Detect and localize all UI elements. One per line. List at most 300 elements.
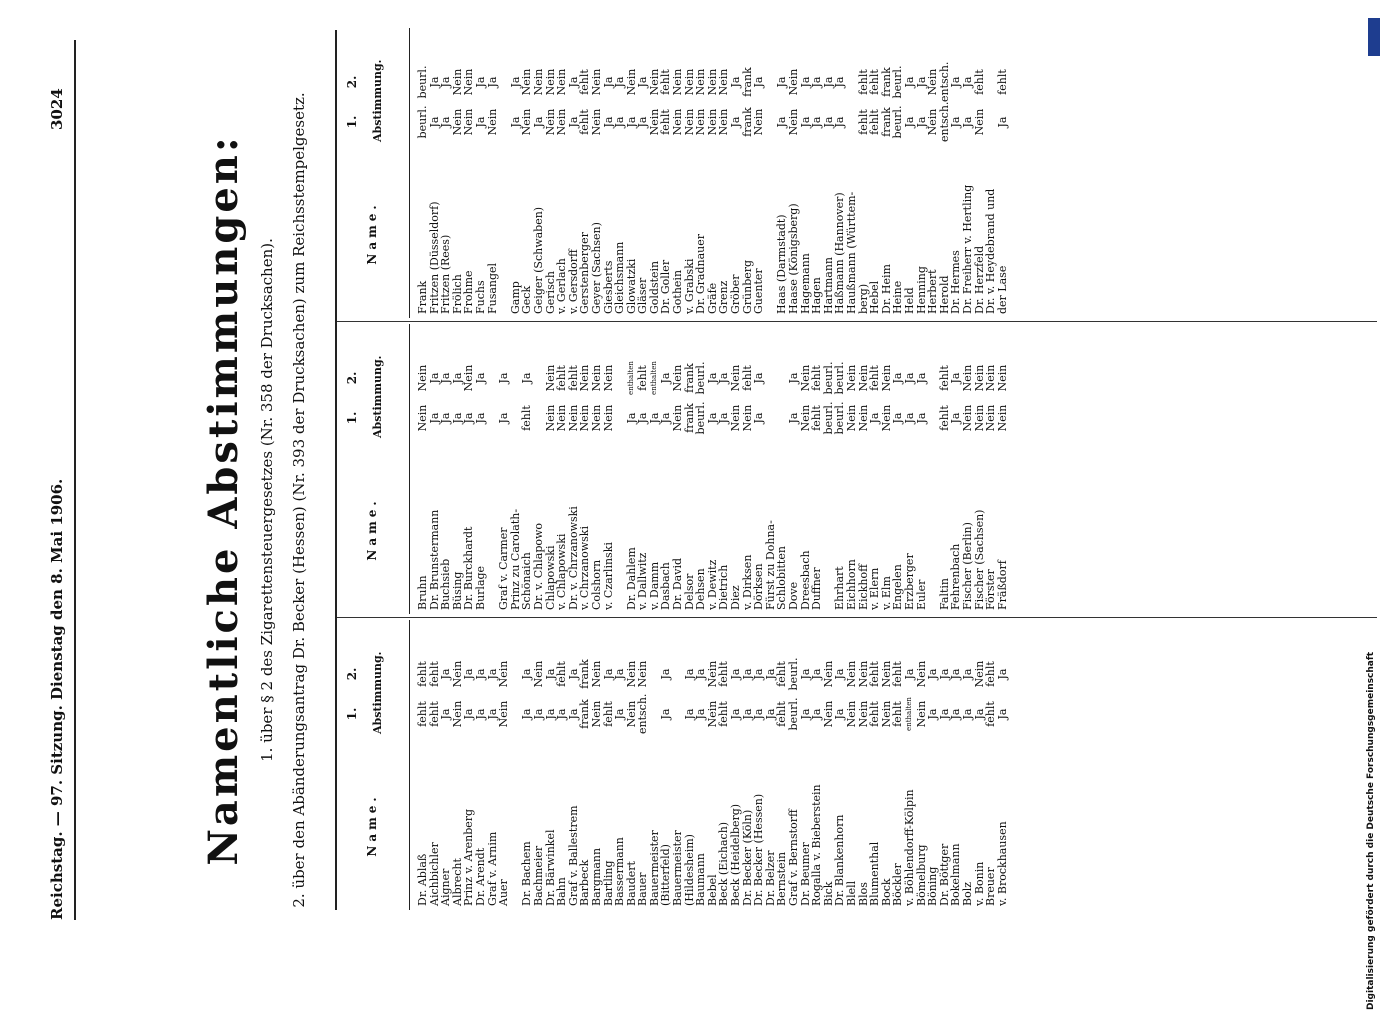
vote-2-value: Ja — [960, 668, 974, 680]
vote-1-value: fehlt — [578, 109, 592, 135]
member-name: Frank — [416, 280, 429, 314]
vote-2-value: Ja — [497, 372, 511, 384]
member-name: Chlapowski — [543, 545, 557, 610]
table-row — [788, 620, 800, 910]
vote-2-value: Nein — [856, 364, 870, 392]
vote-1-value: Ja — [798, 708, 812, 720]
vote-2-value: beurl. — [787, 657, 800, 691]
vote-1-value: Ja — [462, 412, 476, 424]
table-row — [962, 28, 974, 318]
member-name: Bahn — [555, 877, 569, 906]
member-name: Faltin — [937, 578, 951, 610]
member-name: Gerstenberger — [578, 232, 592, 314]
vote-1-value: Ja — [531, 708, 545, 720]
member-name: Buchsieb — [439, 558, 453, 610]
table-row — [846, 28, 858, 318]
vote-1-value: Nein — [821, 700, 835, 728]
vote-2-value: Nein — [914, 660, 928, 688]
member-name: Graf v. Bernstorff — [787, 809, 800, 906]
vote-2-value: Nein — [972, 364, 986, 392]
vote-1-value: Ja — [740, 708, 754, 720]
table-row — [603, 324, 615, 614]
table-row — [985, 28, 997, 318]
table-row — [556, 620, 568, 910]
vote-2-value: Ja — [729, 668, 743, 680]
vote-2-value: Ja — [566, 76, 580, 88]
member-name: Delsor — [682, 573, 696, 610]
vote-1-value: Ja — [960, 708, 974, 720]
vote-2-value: Nein — [821, 660, 835, 688]
vote-1-value: Ja — [613, 116, 627, 128]
vote-2-value: Ja — [485, 668, 499, 680]
member-name: v. Chrzanowski — [578, 526, 592, 610]
member-name: Gröber — [729, 274, 743, 314]
vote-2-value: Nein — [416, 364, 429, 392]
vote-1-value: Nein — [589, 700, 603, 728]
member-name: Blell — [844, 880, 858, 906]
column-header-abstimmung: Abstimmung. — [371, 355, 384, 438]
vote-1-value: Ja — [705, 412, 719, 424]
table-row — [869, 28, 881, 318]
vote-1-value: Ja — [810, 708, 824, 720]
vote-1-value: Nein — [705, 108, 719, 136]
vote-1-value: Ja — [775, 116, 789, 128]
vote-2-value: Nein — [694, 68, 708, 96]
vote-1-value: Ja — [949, 412, 963, 424]
vote-2-value: Nein — [844, 660, 858, 688]
vote-2-value: Nein — [601, 364, 615, 392]
member-name: Held — [902, 287, 916, 314]
vote-1-value: Ja — [636, 412, 650, 424]
member-name: Böning — [926, 866, 940, 906]
member-name: Gleichsmann — [613, 241, 627, 314]
member-name: Euler — [914, 579, 928, 610]
vote-1-value: Ja — [949, 116, 963, 128]
vote-1-value: Nein — [647, 108, 661, 136]
vote-2-value: Nein — [531, 68, 545, 96]
vote-2-value: Nein — [717, 68, 731, 96]
vote-1-value: fehlt — [891, 701, 905, 727]
member-name: Eichhorn — [844, 559, 858, 610]
member-name: Bartling — [601, 860, 615, 906]
vote-2-value: Nein — [578, 364, 592, 392]
table-row — [846, 620, 858, 910]
vote-2-value: frank — [682, 363, 696, 393]
vote-1-value: Nein — [485, 108, 499, 136]
member-name: Prinz v. Arenberg — [462, 808, 476, 906]
table-row — [730, 28, 742, 318]
member-name: Bebel — [705, 874, 719, 906]
member-name: Dietrich — [717, 564, 731, 610]
vote-1-value: Ja — [439, 708, 453, 720]
vote-1-value: Ja — [949, 708, 963, 720]
vote-1-value: Ja — [868, 412, 882, 424]
vote-1-value: Nein — [578, 404, 592, 432]
vote-1-value: Ja — [914, 116, 928, 128]
table-row — [498, 324, 510, 614]
vote-1-value: Ja — [995, 708, 1009, 720]
column-header-vote-2: 2. — [345, 371, 359, 385]
member-name: Dr. Becker (Köln) — [740, 809, 754, 906]
member-name: Fusangel — [485, 262, 499, 314]
vote-1-value: Nein — [497, 700, 511, 728]
member-name: Graf v. Ballestrem — [566, 805, 580, 906]
member-name: Glowatzki — [624, 258, 638, 314]
member-name: Dr. Becker (Hessen) — [752, 793, 766, 906]
vote-1-value: fehlt — [775, 701, 789, 727]
vote-2-value: fehlt — [659, 69, 673, 95]
member-name: Bolz — [960, 881, 974, 906]
vote-1-value: beurl. — [694, 401, 708, 435]
vote-1-value: Nein — [879, 700, 893, 728]
member-name: Dove — [787, 581, 800, 610]
vote-1-value: Nein — [740, 404, 754, 432]
member-name: Bernstein — [775, 851, 789, 906]
vote-2-value: fehlt — [416, 661, 429, 687]
member-name: Engelen — [891, 564, 905, 610]
member-name: Büsing — [450, 571, 464, 610]
vote-1-value: frank — [879, 107, 893, 137]
vote-2-value: Nein — [879, 364, 893, 392]
vote-1-value: Nein — [671, 108, 685, 136]
vote-1-value: Ja — [729, 116, 743, 128]
column-header-vote-1: 1. — [345, 707, 359, 721]
member-name: berg) — [856, 283, 870, 314]
member-name: Hebel — [868, 280, 882, 314]
member-name: Gothein — [671, 269, 685, 314]
vote-1-value: Nein — [879, 404, 893, 432]
vote-2-value: Nein — [682, 68, 696, 96]
table-row — [950, 620, 962, 910]
member-name: v. Brockhausen — [995, 821, 1009, 906]
vote-2-value: Nein — [543, 68, 557, 96]
vote-2-value: Nein — [462, 68, 476, 96]
vote-1-value: Nein — [926, 108, 940, 136]
table-row — [846, 324, 858, 614]
column-header-abstimmung: Abstimmung. — [371, 59, 384, 142]
vote-1-value: Ja — [937, 708, 951, 720]
member-name: Gamp — [508, 281, 522, 314]
vote-1-value: Ja — [659, 708, 673, 720]
member-name: Schönaich — [520, 552, 534, 610]
member-name: Barbeck — [578, 859, 592, 906]
member-name: Fischer (Sachsen) — [972, 509, 986, 610]
vote-2-value: Nein — [729, 364, 743, 392]
column-header — [337, 324, 410, 614]
member-name: Bock — [879, 878, 893, 906]
column-header-name: Name. — [365, 201, 379, 265]
table-row — [997, 620, 1009, 910]
vote-1-value: Nein — [450, 700, 464, 728]
member-name: Hagen — [810, 277, 824, 314]
member-name: Geck — [520, 285, 534, 314]
vote-2-value: fehlt — [717, 661, 731, 687]
vote-1-value: fehlt — [856, 109, 870, 135]
vote-1-value: Ja — [891, 412, 905, 424]
vote-2-value: Ja — [821, 76, 835, 88]
vote-2-value: Ja — [960, 76, 974, 88]
vote-2-value: Ja — [439, 372, 453, 384]
vote-2-value: Ja — [902, 668, 916, 680]
column-header — [337, 28, 410, 318]
member-name: (Bitterfeld) — [659, 844, 673, 906]
vote-1-value: Ja — [810, 116, 824, 128]
member-name: Dr. Blankenhorn — [833, 814, 847, 906]
vote-1-value: Ja — [821, 116, 835, 128]
member-name: v. Böhlendorff-Kölpin — [902, 789, 916, 906]
vote-2-value: Nein — [671, 68, 685, 96]
table-row — [776, 324, 788, 614]
vote-2-value: Nein — [589, 68, 603, 96]
vote-2-value: fehlt — [868, 365, 882, 391]
table-row — [730, 324, 742, 614]
table-row — [417, 620, 429, 910]
member-name: Graf v. Carmer — [497, 527, 511, 610]
member-name: Bömelburg — [914, 844, 928, 906]
table-row — [869, 620, 881, 910]
vote-1-value: Ja — [473, 412, 487, 424]
member-name: Haas (Darmstadt) — [775, 214, 789, 314]
table-row — [962, 620, 974, 910]
member-name: Fritzen (Düsseldorf) — [427, 201, 441, 314]
vote-2-value: Nein — [972, 660, 986, 688]
vote-2-value: Ja — [601, 668, 615, 680]
vote-1-value: Ja — [833, 708, 847, 720]
member-name: Dörksen — [752, 563, 766, 610]
vote-2-value: Ja — [473, 668, 487, 680]
vote-2-value: Nein — [705, 660, 719, 688]
table-row — [672, 324, 684, 614]
vote-1-value: Nein — [589, 108, 603, 136]
vote-2-value: fehlt — [427, 661, 441, 687]
vote-2-value: fehlt — [891, 661, 905, 687]
vote-1-value: fehlt — [416, 701, 429, 727]
vote-2-value: Nein — [984, 364, 998, 392]
vote-2-value: Ja — [473, 372, 487, 384]
table-row — [429, 620, 441, 910]
vote-2-value: Ja — [810, 76, 824, 88]
vote-2-value: fehlt — [972, 69, 986, 95]
member-name: v. Damm — [647, 561, 661, 610]
vote-2-value: Ja — [798, 76, 812, 88]
vote-1-value: Ja — [647, 412, 661, 424]
member-name: Fritzen (Rees) — [439, 234, 453, 314]
table-row — [533, 324, 545, 614]
vote-1-value: Nein — [555, 108, 569, 136]
column-divider — [337, 321, 1377, 322]
table-row — [753, 28, 765, 318]
vote-2-value: beurl. — [891, 65, 905, 99]
table-rows — [417, 324, 1008, 614]
member-name: Dr. v. Chlapowo — [531, 522, 545, 610]
member-name: Dr. Heim — [879, 264, 893, 314]
vote-1-value: fehlt — [520, 405, 534, 431]
vote-2-value: Nein — [589, 364, 603, 392]
vote-1-value: beurl. — [821, 401, 835, 435]
member-name: Gerisch — [543, 271, 557, 314]
member-name: Fräßdorf — [995, 560, 1009, 610]
member-name: Förster — [984, 569, 998, 610]
member-name: Dr. Freiherr v. Hertling — [960, 184, 974, 314]
vote-2-value: Ja — [682, 668, 696, 680]
vote-2-value: fehlt — [566, 365, 580, 391]
vote-2-value: Nein — [995, 364, 1009, 392]
vote-2-value: Nein — [856, 660, 870, 688]
vote-2-value: fehlt — [995, 69, 1009, 95]
vote-1-value: Ja — [902, 412, 916, 424]
vote-table — [335, 30, 1387, 910]
member-name: Beck (Eichach) — [717, 821, 731, 906]
column-header-vote-1: 1. — [345, 115, 359, 129]
vote-2-value: Ja — [775, 76, 789, 88]
member-name: Grünberg — [740, 259, 754, 314]
member-name: Herbert — [926, 269, 940, 314]
vote-2-value: Ja — [949, 372, 963, 384]
vote-2-value: frank — [740, 67, 754, 97]
member-name: v. Dallwitz — [636, 552, 650, 610]
table-row — [417, 28, 429, 318]
vote-1-value: beurl. — [416, 105, 429, 139]
vote-1-value: Nein — [682, 108, 696, 136]
vote-1-value: Nein — [984, 404, 998, 432]
vote-2-value: Ja — [833, 76, 847, 88]
table-row — [614, 620, 626, 910]
member-name: Dr. Ablaß — [416, 853, 429, 906]
vote-1-value: fehlt — [868, 109, 882, 135]
vote-2-value: Ja — [914, 76, 928, 88]
member-name: Blumenthal — [868, 841, 882, 906]
vote-1-value: fehlt — [427, 701, 441, 727]
member-name: Haßmann (Hannover) — [833, 192, 847, 314]
member-name: Auer — [497, 879, 511, 906]
vote-2-value: Ja — [520, 668, 534, 680]
vote-2-value: Nein — [531, 660, 545, 688]
member-name: Gräfe — [705, 282, 719, 314]
vote-2-value: Nein — [926, 68, 940, 96]
vote-2-value: Ja — [937, 668, 951, 680]
vote-1-value: Nein — [555, 404, 569, 432]
table-row — [672, 28, 684, 318]
vote-2-value: Nein — [624, 660, 638, 688]
table-row — [788, 324, 800, 614]
vote-2-value: Ja — [995, 668, 1009, 680]
dfg-logo — [1368, 18, 1380, 56]
vote-2-value: Ja — [717, 372, 731, 384]
vote-1-value: entsch. — [937, 101, 951, 142]
vote-2-value: Nein — [624, 68, 638, 96]
vote-2-value: fehlt — [636, 365, 650, 391]
vote-1-value: Nein — [624, 700, 638, 728]
member-name: Graf v. Arnim — [485, 831, 499, 906]
vote-1-value: Nein — [566, 404, 580, 432]
member-name: Albrecht — [450, 858, 464, 906]
vote-2-value: Ja — [752, 372, 766, 384]
dfg-note: Digitalisierung gefördert durch die Deutsche Forschungsgemeinschaft — [1366, 651, 1376, 1010]
member-name: Dr. v. Chrzanowski — [566, 506, 580, 610]
vote-2-value: Ja — [902, 372, 916, 384]
member-name: v. Dewitz — [705, 559, 719, 610]
vote-2-value: Ja — [485, 76, 499, 88]
vote-1-value: Nein — [705, 700, 719, 728]
vote-1-value: fehlt — [868, 701, 882, 727]
vote-2-value: Nein — [520, 68, 534, 96]
vote-1-value: Nein — [787, 108, 800, 136]
member-name: Dr. Burckhardt — [462, 526, 476, 610]
member-name: Frohme — [462, 270, 476, 314]
vote-2-value: Ja — [705, 372, 719, 384]
vote-2-value: Ja — [636, 76, 650, 88]
member-name: Hagemann — [798, 253, 812, 314]
dfg-sidebar — [1366, 10, 1382, 1010]
vote-1-value: Ja — [717, 412, 731, 424]
header-rule — [74, 40, 76, 920]
member-name: (Hildesheim) — [682, 834, 696, 906]
member-name: Frölich — [450, 274, 464, 314]
member-name: der Lase — [995, 265, 1009, 314]
column-header-name: Name. — [365, 497, 379, 561]
member-name: Giesberts — [601, 260, 615, 314]
column-header — [337, 620, 410, 910]
table-row — [927, 620, 939, 910]
vote-2-value: fehlt — [578, 69, 592, 95]
table-row — [730, 620, 742, 910]
vote-2-value: Nein — [844, 364, 858, 392]
vote-2-value: beurl. — [694, 361, 708, 395]
vote-2-value: fehlt — [810, 365, 824, 391]
running-head: Reichstag. — 97. Sitzung. Dienstag den 8. Mai 1906. — [48, 478, 66, 920]
member-name: Bick — [821, 881, 835, 906]
member-name: Dr. David — [671, 557, 685, 610]
vote-2-value: Ja — [810, 668, 824, 680]
vote-1-value: Nein — [960, 404, 974, 432]
vote-2-value: Ja — [613, 76, 627, 88]
vote-1-value: Ja — [752, 412, 766, 424]
vote-2-value: frank — [578, 659, 592, 689]
vote-2-value: Ja — [543, 668, 557, 680]
vote-1-value: Nein — [543, 108, 557, 136]
vote-1-value: Ja — [995, 116, 1009, 128]
vote-1-value: entsch. — [636, 693, 650, 734]
table-column-1 — [337, 620, 1377, 910]
column-header-vote-1: 1. — [345, 411, 359, 425]
table-column-2 — [337, 324, 1377, 614]
vote-1-value: fehlt — [810, 405, 824, 431]
vote-2-value: Ja — [787, 372, 800, 384]
member-name: Bokelmann — [949, 843, 963, 906]
vote-2-value: fehlt — [856, 69, 870, 95]
member-name: Bassermann — [613, 837, 627, 906]
vote-1-value: Nein — [972, 404, 986, 432]
member-name: Bauer — [636, 872, 650, 906]
vote-2-value: Nein — [497, 660, 511, 688]
member-name: Dr. Bachem — [520, 841, 534, 906]
vote-1-value: Nein — [844, 404, 858, 432]
vote-2-value: Ja — [752, 76, 766, 88]
member-name: Bruhn — [416, 575, 429, 610]
table-row — [788, 28, 800, 318]
member-name: Guenter — [752, 268, 766, 314]
vote-1-value: Nein — [972, 108, 986, 136]
vote-1-value: Ja — [427, 116, 441, 128]
table-row — [417, 324, 429, 614]
vote-1-value: Nein — [856, 404, 870, 432]
vote-1-value: Nein — [729, 404, 743, 432]
table-row — [614, 28, 626, 318]
member-name: Dreesbach — [798, 550, 812, 610]
vote-2-value: Ja — [949, 76, 963, 88]
member-name: Blos — [856, 882, 870, 906]
vote-1-value: Ja — [439, 116, 453, 128]
